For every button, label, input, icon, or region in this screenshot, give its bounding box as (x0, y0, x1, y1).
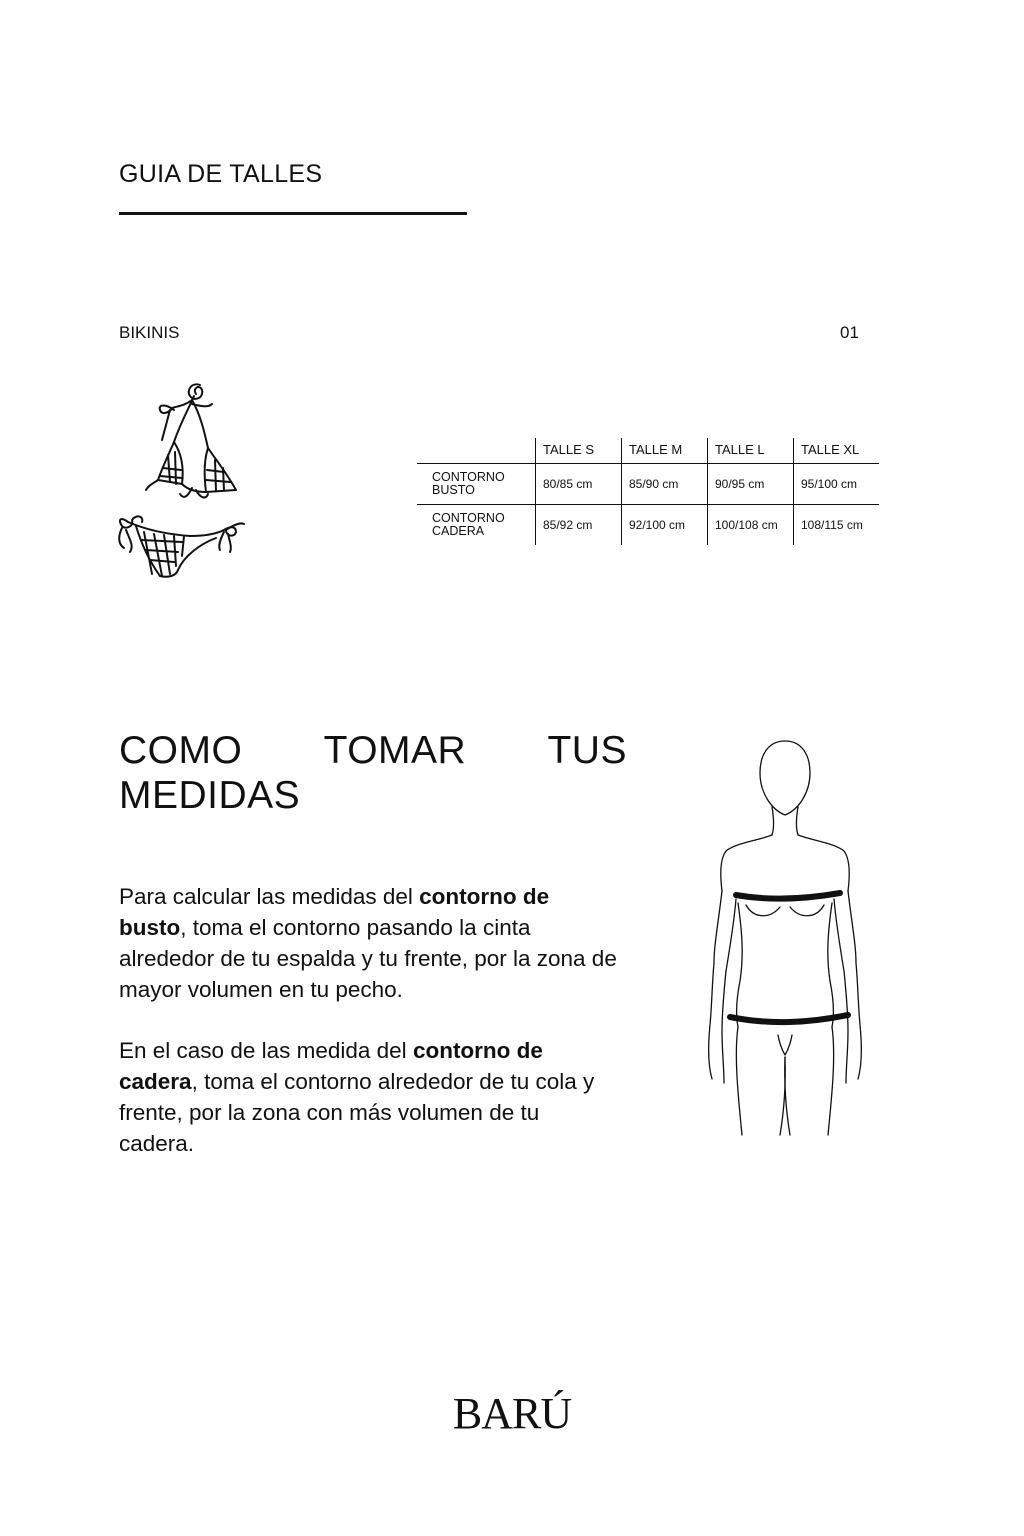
page-number: 01 (840, 323, 859, 342)
column-header-l: TALLE L (708, 438, 794, 464)
brand-logo: BARÚ (452, 1389, 572, 1438)
howto-heading (119, 728, 627, 818)
cadera-text-bold: contorno de cadera (119, 1038, 543, 1094)
body-measurement-figure-icon (700, 735, 870, 1145)
table-cell: 85/92 cm (536, 505, 622, 546)
cadera-text-post: , toma el contorno alrededor de tu cola y frente, por la zona con más volumen de tu cadera. (119, 1069, 595, 1156)
row-label-line1: CONTORNO (432, 511, 505, 525)
cadera-instructions (119, 1035, 619, 1159)
row-label-line1: CONTORNO (432, 470, 505, 484)
title-underline (119, 212, 467, 215)
table-cell: 92/100 cm (622, 505, 708, 546)
howto-heading-line2: MEDIDAS (119, 774, 301, 817)
row-label-busto (417, 464, 536, 505)
table-cell: 108/115 cm (794, 505, 880, 546)
table-cell: 100/108 cm (708, 505, 794, 546)
heading-word: TUS (547, 729, 627, 772)
busto-text-pre: Para calcular las medidas del (119, 884, 420, 909)
busto-instructions (119, 881, 619, 1005)
table-cell: 90/95 cm (708, 464, 794, 505)
bikini-illustration-icon (112, 380, 252, 590)
row-label-line2: CADERA (432, 524, 485, 538)
table-cell: 95/100 cm (794, 464, 880, 505)
size-table (417, 438, 879, 545)
busto-text-post: , toma el contorno pasando la cinta alrededor de tu espalda y tu frente, por la zona de mayor volumen en tu pecho. (119, 915, 617, 1002)
busto-text-bold: contorno de busto (119, 884, 550, 940)
row-label-line2: BUSTO (432, 483, 475, 497)
column-header-s: TALLE S (536, 438, 622, 464)
column-header-xl: TALLE XL (794, 438, 880, 464)
section-label: BIKINIS (119, 323, 180, 342)
cadera-text-pre: En el caso de las medida del (119, 1038, 413, 1063)
heading-word: COMO (119, 729, 243, 772)
table-row-busto (417, 464, 879, 505)
size-table-header-row (417, 438, 879, 464)
row-label-cadera (417, 505, 536, 546)
size-table-corner (417, 438, 536, 464)
column-header-m: TALLE M (622, 438, 708, 464)
table-cell: 85/90 cm (622, 464, 708, 505)
page-title: GUIA DE TALLES (119, 160, 323, 188)
table-row-cadera (417, 505, 879, 546)
heading-word: TOMAR (323, 729, 467, 772)
howto-heading-line1 (119, 728, 627, 773)
table-cell: 80/85 cm (536, 464, 622, 505)
